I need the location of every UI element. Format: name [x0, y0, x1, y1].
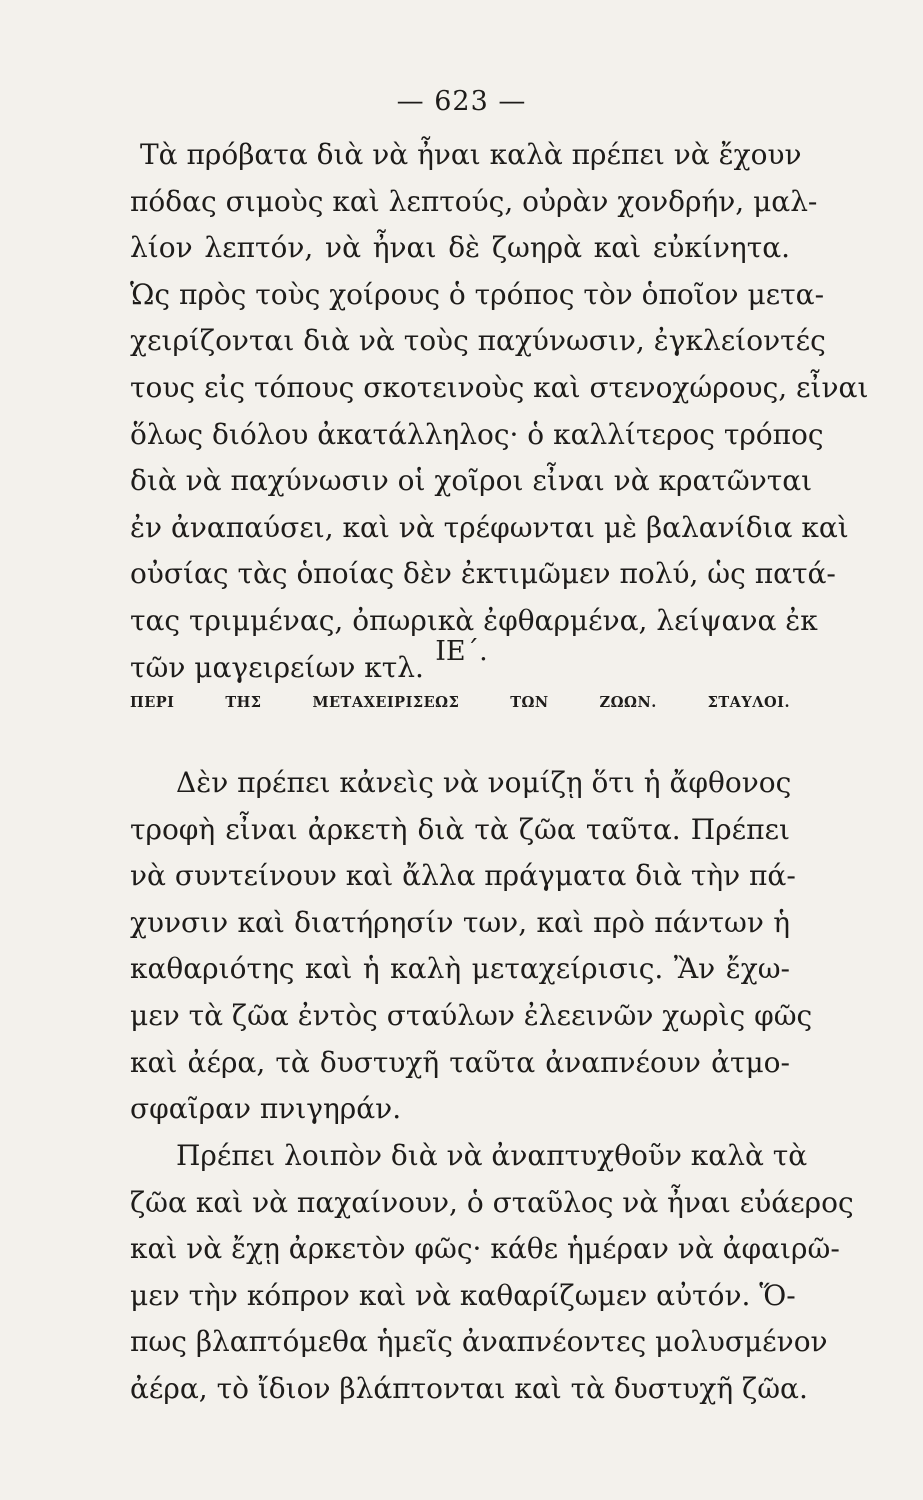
- text-line: τῶν μαγειρείων κτλ.: [130, 650, 424, 684]
- text-line: διὰ νὰ παχύνωσιν οἱ χοῖροι εἶναι νὰ κρατῶνται: [130, 464, 813, 498]
- text-line: ζῶα καὶ νὰ παχαίνουν, ὁ σταῦλος νὰ ἦναι εὐάερος: [130, 1185, 854, 1219]
- text-line: χειρίζονται διὰ νὰ τοὺς παχύνωσιν, ἐγκλείοντές: [130, 324, 826, 358]
- text-line: Τὰ πρόβατα διὰ νὰ ἦναι καλὰ πρέπει νὰ ἔχουν: [140, 138, 802, 171]
- paragraph-2: [130, 760, 813, 1133]
- text-line: λίον λεπτόν, νὰ ἦναι δὲ ζωηρὰ καὶ εὐκίνητα.: [130, 231, 790, 265]
- text-line: Πρέπει λοιπὸν διὰ νὰ ἀναπτυχθοῦν καλὰ τὰ: [176, 1139, 808, 1172]
- text-line: ὅλως διόλου ἀκατάλληλος· ὁ καλλίτερος τρόπος: [130, 417, 824, 451]
- paragraph-1: [130, 132, 869, 691]
- text-line: τους εἰς τόπους σκοτεινοὺς καὶ στενοχώρους, εἶναι: [130, 370, 869, 404]
- text-line: τας τριμμένας, ὀπωρικὰ ἐφθαρμένα, λείψανα ἐκ: [130, 603, 818, 637]
- section-title: ΠΕΡΙ ΤΗΣ ΜΕΤΑΧΕΙΡΙΣΕΩΣ ΤΩΝ ΖΩΩΝ. ΣΤΑΥΛΟΙ.: [130, 694, 790, 711]
- text-line: τροφὴ εἶναι ἀρκετὴ διὰ τὰ ζῶα ταῦτα. Πρέπει: [130, 812, 790, 846]
- text-line: καὶ ἀέρα, τὰ δυστυχῆ ταῦτα ἀναπνέουν ἀτμο-: [130, 1045, 790, 1079]
- text-line: ἀέρα, τὸ ἴδιον βλάπτονται καὶ τὰ δυστυχῆ ζῶα.: [130, 1371, 808, 1405]
- text-line: καθαριότης καὶ ἡ καλὴ μεταχείρισις. Ἂν ἔχω-: [130, 952, 790, 986]
- text-line: νὰ συντείνουν καὶ ἄλλα πράγματα διὰ τὴν πά-: [130, 859, 796, 893]
- text-line: Δὲν πρέπει κἀνεὶς νὰ νομίζῃ ὅτι ἡ ἄφθονος: [176, 766, 792, 799]
- text-line: πως βλαπτόμεθα ἡμεῖς ἀναπνέοντες μολυσμένον: [130, 1325, 828, 1359]
- text-line: χυνσιν καὶ διατήρησίν των, καὶ πρὸ πάντων ἡ: [130, 905, 790, 939]
- text-line: ἐν ἀναπαύσει, καὶ νὰ τρέφωνται μὲ βαλανίδια καὶ: [130, 510, 849, 544]
- paragraph-3: [130, 1133, 854, 1413]
- text-line: καὶ νὰ ἔχῃ ἀρκετὸν φῶς· κάθε ἡμέραν νὰ ἀφαιρῶ-: [130, 1232, 840, 1266]
- page-number: — 623 —: [396, 86, 527, 117]
- section-number: ΙΕ΄.: [435, 636, 488, 667]
- text-line: Ὡς πρὸς τοὺς χοίρους ὁ τρόπος τὸν ὁποῖον μετα-: [130, 277, 825, 311]
- text-line: μεν τὰ ζῶα ἐντὸς σταύλων ἐλεεινῶν χωρὶς φῶς: [130, 998, 813, 1032]
- text-line: σφαῖραν πνιγηράν.: [130, 1092, 402, 1126]
- text-line: οὐσίας τὰς ὁποίας δὲν ἐκτιμῶμεν πολύ, ὡς πατά-: [130, 557, 836, 591]
- text-line: πόδας σιμοὺς καὶ λεπτούς, οὐρὰν χονδρήν, μαλ-: [130, 184, 818, 218]
- text-line: μεν τὴν κόπρον καὶ νὰ καθαρίζωμεν αὐτόν. Ὅ-: [130, 1278, 796, 1312]
